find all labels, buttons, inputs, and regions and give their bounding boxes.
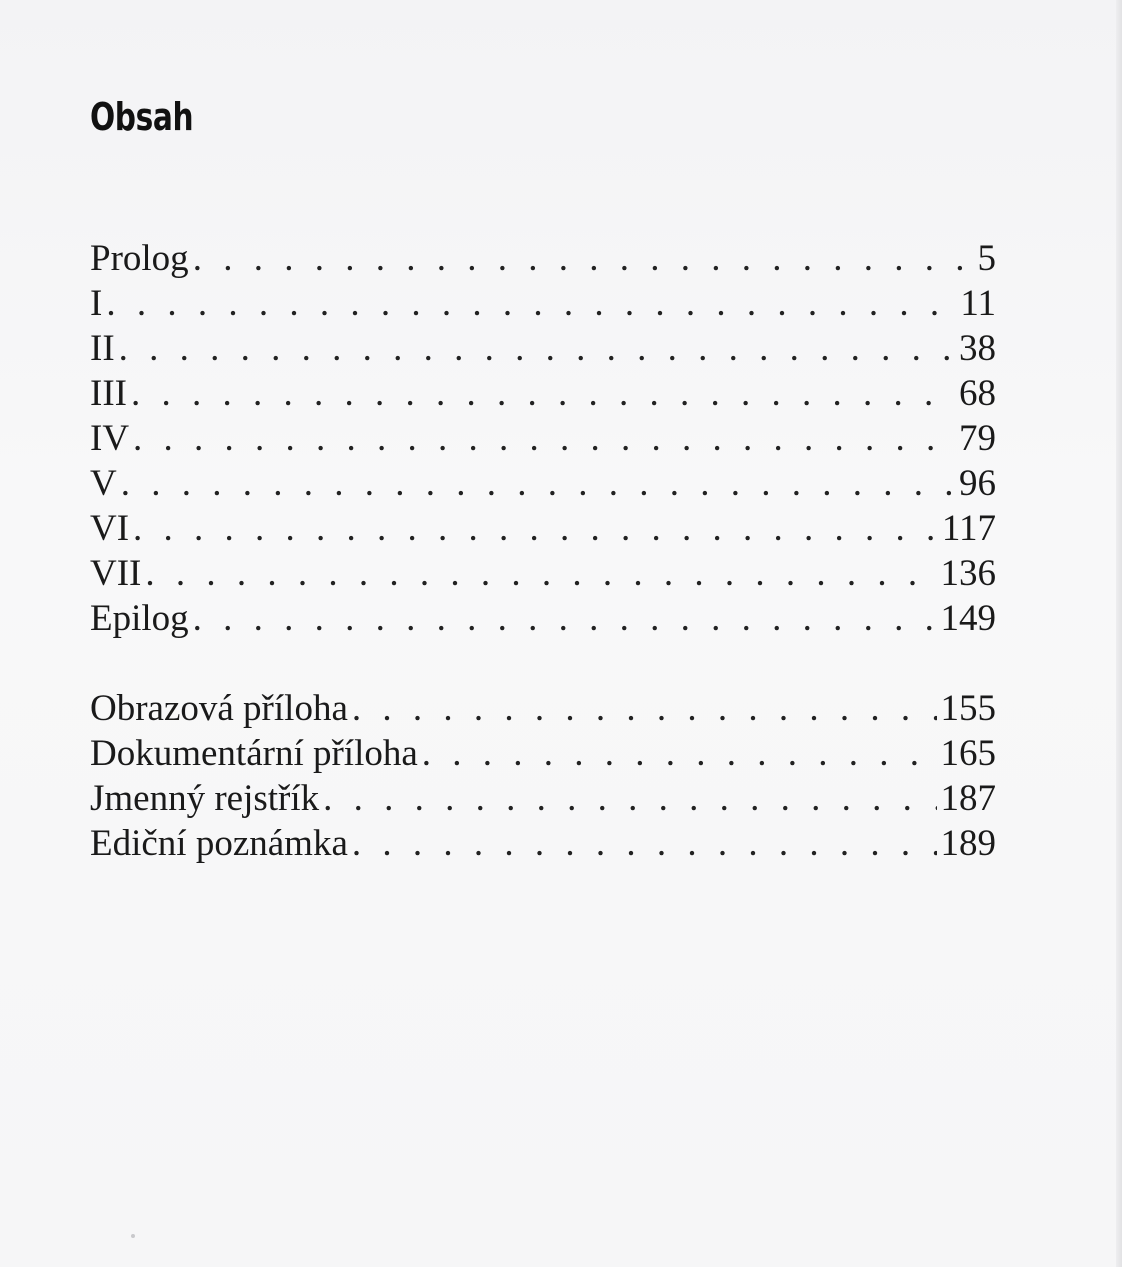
toc-entry-chapter-6 — [90, 506, 996, 551]
toc-entry-obrazova-priloha — [90, 686, 996, 731]
toc-entry-page-number: 149 — [940, 598, 996, 639]
toc-entry-label: Obrazová příloha — [90, 688, 348, 729]
dot-leader — [422, 731, 937, 776]
toc-entry-edicni-poznamka — [90, 821, 996, 866]
dot-leader — [121, 461, 955, 506]
dot-leader — [131, 371, 955, 416]
paper-speck — [131, 1234, 135, 1238]
toc-entry-label: Prolog — [90, 238, 189, 279]
toc-entry-page-number: 38 — [959, 328, 996, 369]
dot-leader — [352, 686, 937, 731]
toc-entry-label: III — [90, 373, 127, 414]
toc-entry-chapter-1 — [90, 281, 996, 326]
dot-leader — [193, 236, 974, 281]
toc-entry-page-number: 136 — [940, 553, 996, 594]
dot-leader — [133, 506, 938, 551]
toc-entry-dokumentarni-priloha — [90, 731, 996, 776]
page-title: Obsah — [90, 95, 194, 139]
toc-entry-page-number: 11 — [960, 283, 996, 324]
table-of-contents — [90, 236, 996, 866]
dot-leader — [193, 596, 937, 641]
toc-entry-label: Jmenný rejstřík — [90, 778, 320, 819]
toc-entry-label: I — [90, 283, 103, 324]
toc-entry-chapter-5 — [90, 461, 996, 506]
toc-entry-prolog — [90, 236, 996, 281]
toc-entry-page-number: 5 — [977, 238, 996, 279]
toc-entry-chapter-4 — [90, 416, 996, 461]
toc-entry-chapter-2 — [90, 326, 996, 371]
toc-entry-page-number: 79 — [959, 418, 996, 459]
toc-entry-label: V — [90, 463, 117, 504]
toc-entry-chapter-7 — [90, 551, 996, 596]
toc-entry-label: Ediční poznámka — [90, 823, 348, 864]
toc-entry-label: Epilog — [90, 598, 189, 639]
toc-entry-page-number: 68 — [959, 373, 996, 414]
toc-entry-page-number: 96 — [959, 463, 996, 504]
toc-entry-label: VII — [90, 553, 142, 594]
toc-entry-page-number: 187 — [940, 778, 996, 819]
toc-entry-label: VI — [90, 508, 130, 549]
toc-entry-jmenny-rejstrik — [90, 776, 996, 821]
toc-entry-chapter-3 — [90, 371, 996, 416]
dot-leader — [323, 776, 936, 821]
toc-entry-page-number: 165 — [940, 733, 996, 774]
toc-section-gap — [90, 641, 996, 686]
toc-entry-page-number: 155 — [940, 688, 996, 729]
dot-leader — [106, 281, 956, 326]
toc-entry-page-number: 189 — [940, 823, 996, 864]
dot-leader — [145, 551, 936, 596]
dot-leader — [352, 821, 937, 866]
toc-entry-page-number: 117 — [941, 508, 996, 549]
page-edge-shadow — [1116, 0, 1122, 1267]
dot-leader — [133, 416, 955, 461]
toc-entry-label: Dokumentární příloha — [90, 733, 418, 774]
dot-leader — [119, 326, 955, 371]
toc-entry-epilog — [90, 596, 996, 641]
toc-entry-label: IV — [90, 418, 130, 459]
toc-entry-label: II — [90, 328, 115, 369]
